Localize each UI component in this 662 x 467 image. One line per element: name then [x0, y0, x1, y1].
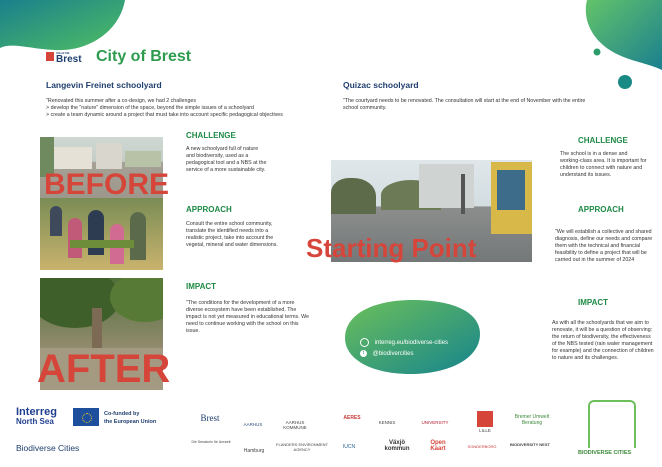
right-challenge-heading: CHALLENGE — [578, 136, 628, 145]
partner-logo: LILLE — [479, 428, 491, 433]
before-label: BEFORE — [44, 168, 170, 201]
partner-logo: UNIVERSITY — [421, 420, 449, 425]
partner-logo: Hamburg — [243, 448, 265, 454]
brest-logo — [46, 52, 90, 66]
cofunded-line1: Co-funded by — [104, 411, 140, 417]
twitter-icon: t — [360, 350, 367, 357]
left-challenge-heading: CHALLENGE — [186, 131, 236, 140]
right-impact-text: As with all the schoolyards that we aim to renovate, it will be a question of observing: the return of biodiversity, the effectiveness of the NBS tested (rain water management for example) and the connection of children to nature and its challenges. — [552, 320, 654, 361]
right-impact-heading: IMPACT — [578, 298, 609, 307]
left-approach-text: Consult the entire school community, translate the identified needs into a realistic project, take into account the vegetal, mineral and water dimensions. — [186, 221, 278, 248]
twitter-row — [360, 350, 413, 357]
left-impact-heading: IMPACT — [186, 282, 217, 291]
left-approach-heading: APPROACH — [186, 205, 232, 214]
left-impact-text: "The conditions for the development of a more diverse ecosystem have been established. The impact is not yet measured in educational terms. We need to continue working with the school on this issue. — [186, 300, 309, 334]
partner-logo: BIODIVERSITY NEST — [510, 442, 550, 447]
cofunded-line2: the European Union — [104, 419, 157, 425]
after-label: AFTER — [37, 347, 171, 391]
partner-logo: Bremer Umwelt Beratung — [514, 414, 550, 426]
northsea-text: North Sea — [16, 417, 54, 426]
eu-flag — [73, 408, 99, 426]
left-intro-line: "Renovated this summer after a co-design, we had 2 challenges — [46, 98, 196, 104]
globe-icon — [360, 338, 369, 347]
left-intro — [46, 98, 326, 119]
partner-logo: SONDERBORG — [467, 444, 497, 449]
brest-logo-text: Brest — [56, 54, 82, 65]
right-title: Quizac schoolyard — [343, 80, 419, 90]
starting-point-label: Starting Point — [306, 233, 477, 263]
partner-logo: AARHUS — [243, 422, 263, 427]
page-title: City of Brest — [96, 48, 192, 65]
cofunded-text — [104, 410, 156, 426]
biodiverse-logo-text: BIODIVERSE CITIES — [578, 450, 632, 456]
lille-logo — [477, 411, 493, 427]
partner-logo: Brest — [200, 413, 220, 423]
top-right-blob — [575, 0, 662, 95]
twitter-handle[interactable]: @biodivercities — [372, 350, 414, 357]
interreg-logo — [16, 406, 57, 426]
partner-logo: KENNIS — [378, 420, 396, 425]
biodiverse-cities-logo — [588, 400, 636, 448]
partner-logo: Växjö kommun — [384, 440, 410, 452]
center-blob — [345, 298, 480, 376]
right-approach-heading: APPROACH — [578, 205, 624, 214]
partner-logo: IUCN — [342, 444, 356, 450]
workshop-photo — [40, 198, 163, 270]
footer-project-name: Biodiverse Cities — [16, 443, 80, 453]
interreg-text: Interreg — [16, 406, 57, 418]
left-title: Langevin Freinet schoolyard — [46, 80, 162, 90]
right-approach-text: "We will establish a collective and shared diagnosis, define our needs and compare them with the technical and financial feasibility to define a project that will be carried out in the summer of 2024 — [555, 229, 653, 263]
left-challenge-text: A new schoolyard full of nature and biodiversity, used as a pedagogical tool and a NBS at the service of a more sustainable city. — [186, 146, 267, 173]
partner-logo: Die Senatorin für Umwelt — [191, 440, 231, 444]
partner-logo: AERES — [343, 415, 361, 421]
left-intro-line: > create a team dynamic around a project that must take into account specific pedagogical objectives — [46, 112, 283, 118]
right-intro: "The courtyard needs to be renovated. The consultation will start at the end of November with the entire school community. — [343, 98, 586, 111]
web-row — [360, 338, 448, 347]
partner-logo: Open Kaart — [430, 440, 446, 452]
partner-logo: AARHUS KOMMUNE — [283, 420, 307, 430]
brest-logo-top: VILLE DE — [56, 51, 70, 55]
right-challenge-text: The school is in a dense and working-class area. It is important for children to connect with nature and understand its issues. — [560, 151, 647, 178]
left-intro-line: > develop the "nature" dimension of the space, beyond the simple issues of a schoolyard — [46, 105, 254, 111]
partner-logo: FLANDERS ENVIRONMENT AGENCY — [276, 442, 329, 452]
web-link[interactable]: interreg.eu/biodiverse-cities — [374, 339, 449, 346]
